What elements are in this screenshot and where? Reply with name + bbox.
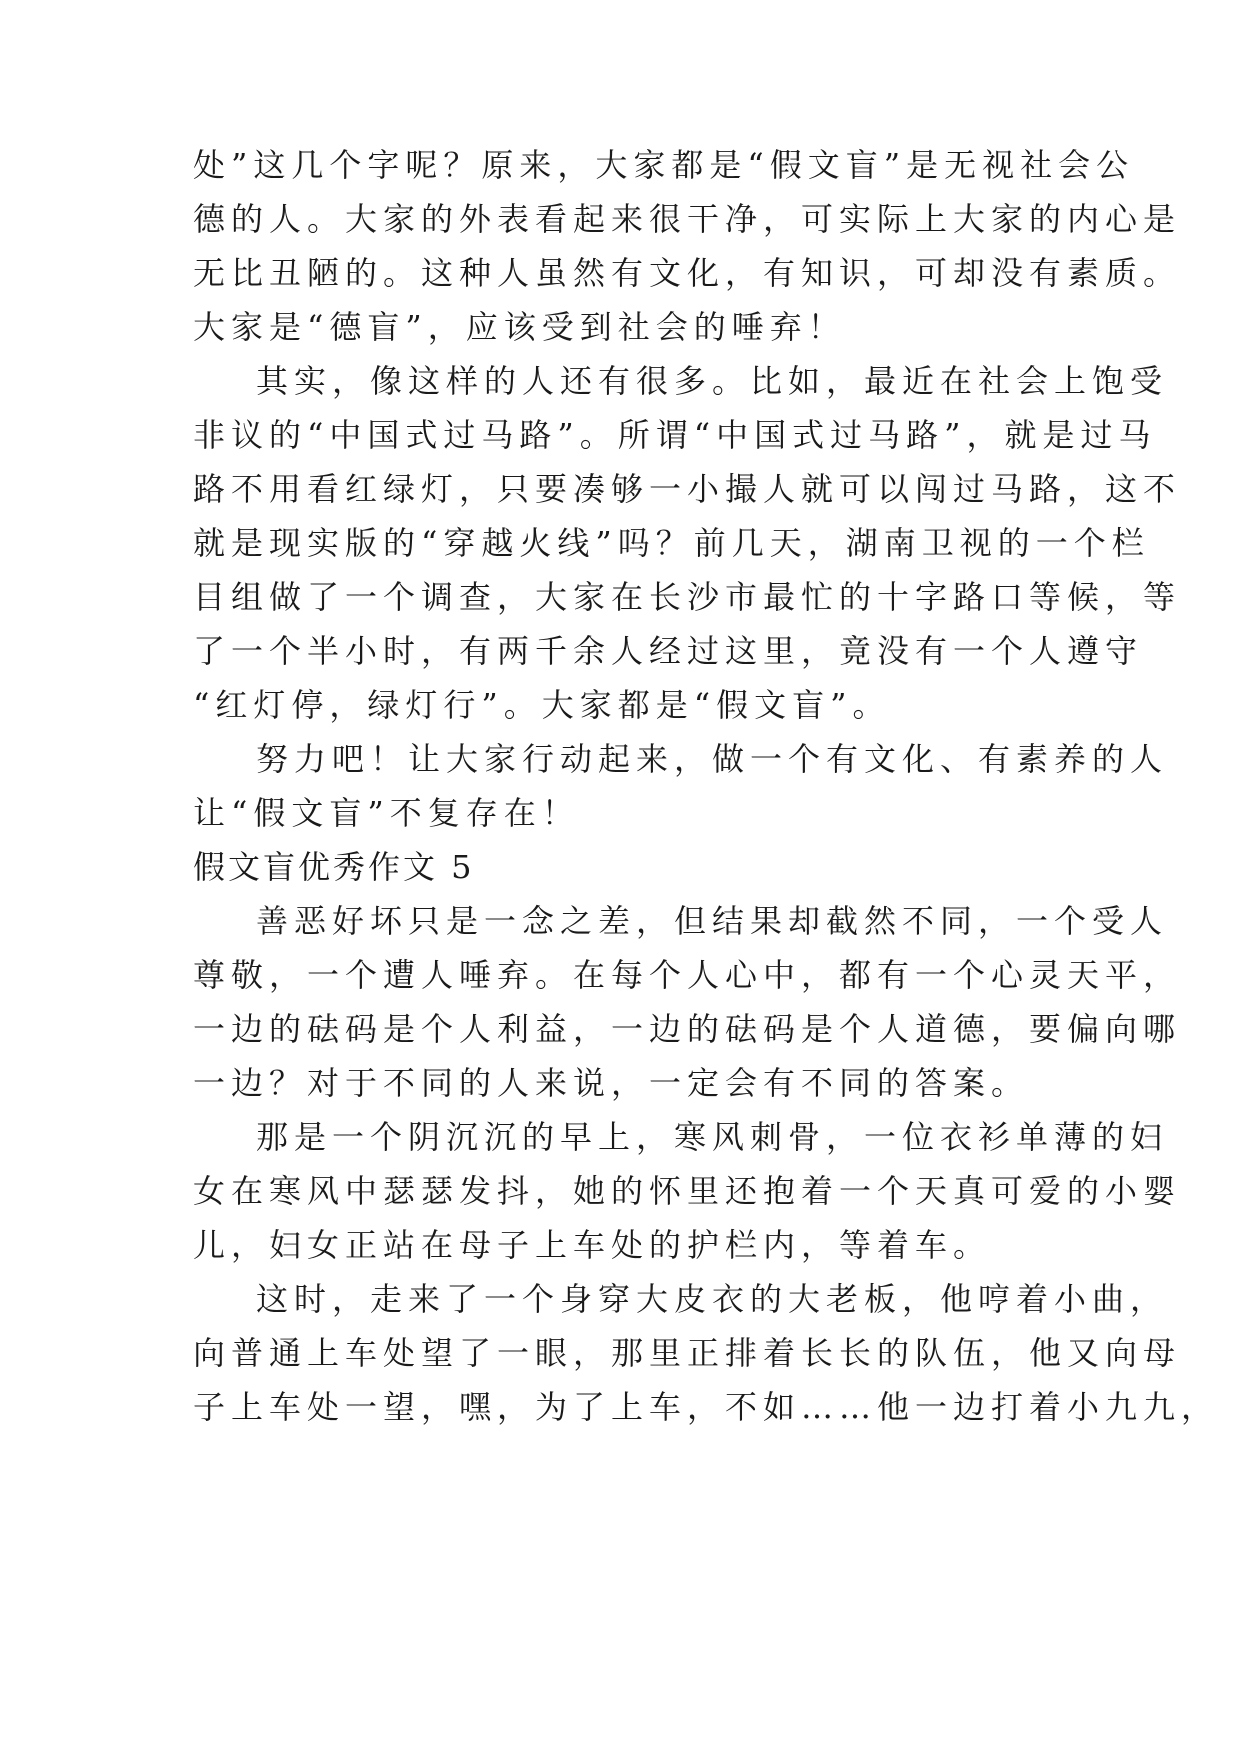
paragraph-line: 儿，妇女正站在母子上车处的护栏内，等着车。 xyxy=(193,1226,992,1264)
paragraph-line: 目组做了一个调查，大家在长沙市最忙的十字路口等候，等 xyxy=(193,578,1182,616)
paragraph-line: 这时，走来了一个身穿大皮衣的大老板，他哼着小曲， xyxy=(256,1280,1169,1318)
paragraph-line: 德的人。大家的外表看起来很干净，可实际上大家的内心是 xyxy=(193,200,1182,238)
paragraph-line: 处”这几个字呢？原来，大家都是“假文盲”是无视社会公 xyxy=(193,146,1135,184)
paragraph-line: 向普通上车处望了一眼，那里正排着长长的队伍，他又向母 xyxy=(193,1334,1182,1372)
paragraph-line: “红灯停，绿灯行”。大家都是“假文盲”。 xyxy=(193,686,891,724)
paragraph-line: 了一个半小时，有两千余人经过这里，竟没有一个人遵守 xyxy=(193,632,1144,670)
paragraph-line: 非议的“中国式过马路”。所谓“中国式过马路”，就是过马 xyxy=(193,416,1157,454)
paragraph-line: 其实，像这样的人还有很多。比如，最近在社会上饱受 xyxy=(256,362,1169,400)
paragraph-line: 女在寒风中瑟瑟发抖，她的怀里还抱着一个天真可爱的小婴 xyxy=(193,1172,1182,1210)
paragraph-line: 无比丑陋的。这种人虽然有文化，有知识，可却没有素质。 xyxy=(193,254,1182,292)
paragraph-line: 努力吧！让大家行动起来，做一个有文化、有素养的人 xyxy=(256,740,1169,778)
paragraph-line: 善恶好坏只是一念之差，但结果却截然不同，一个受人 xyxy=(256,902,1169,940)
paragraph-line: 一边？对于不同的人来说，一定会有不同的答案。 xyxy=(193,1064,1030,1102)
paragraph-line: 子上车处一望，嘿，为了上车，不如……他一边打着小九九， xyxy=(193,1388,1220,1426)
paragraph-line: 路不用看红绿灯，只要凑够一小撮人就可以闯过马路，这不 xyxy=(193,470,1182,508)
section-heading: 假文盲优秀作文 5 xyxy=(193,848,475,886)
paragraph-line: 一边的砝码是个人利益，一边的砝码是个人道德，要偏向哪 xyxy=(193,1010,1182,1048)
paragraph-line: 大家是“德盲”，应该受到社会的唾弃！ xyxy=(193,308,846,346)
paragraph-line: 尊敬，一个遭人唾弃。在每个人心中，都有一个心灵天平， xyxy=(193,956,1182,994)
paragraph-line: 让“假文盲”不复存在！ xyxy=(193,794,580,832)
paragraph-line: 那是一个阴沉沉的早上，寒风刺骨，一位衣衫单薄的妇 xyxy=(256,1118,1169,1156)
paragraph-line: 就是现实版的“穿越火线”吗？前几天，湖南卫视的一个栏 xyxy=(193,524,1150,562)
